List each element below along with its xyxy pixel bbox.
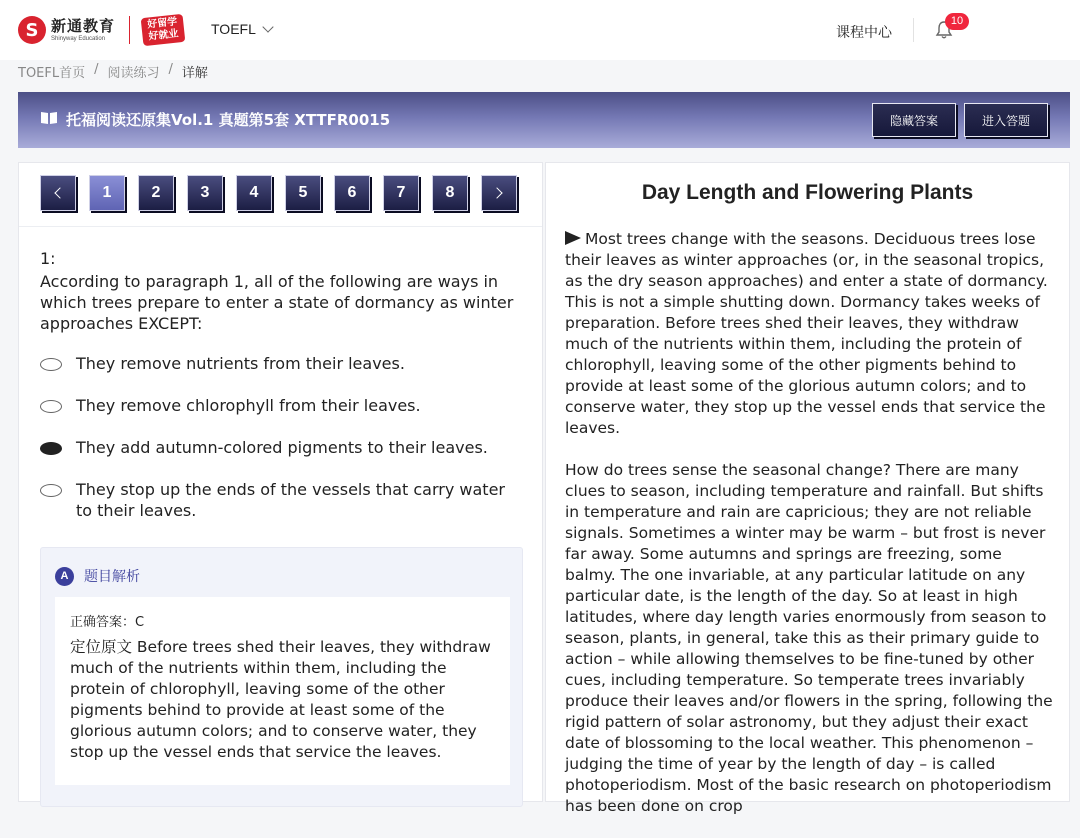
breadcrumb-current: 详解 (181, 66, 208, 81)
passage-title: Day Length and Flowering Plants (641, 181, 974, 204)
correct-answer: 正确答案：C (70, 615, 145, 630)
radio-button[interactable] (40, 484, 62, 497)
radio-button[interactable] (40, 400, 62, 413)
hide-answer-button[interactable]: 隐藏答案 (872, 103, 956, 137)
toefl-nav-dropdown[interactable] (211, 21, 272, 37)
next-question-button[interactable] (481, 175, 517, 211)
prev-question-button[interactable] (40, 175, 76, 211)
chevron-down-icon (262, 21, 273, 32)
analysis-a-icon: A (55, 567, 74, 586)
question-nav-5[interactable]: 5 (285, 175, 321, 211)
question-navigator (19, 163, 542, 227)
top-header (0, 0, 1080, 60)
enter-answering-button[interactable]: 进入答题 (964, 103, 1048, 137)
radio-button[interactable] (40, 358, 62, 371)
answer-option-c[interactable] (40, 437, 510, 458)
question-panel (18, 162, 543, 802)
answer-option-a[interactable] (40, 353, 510, 374)
logo-english-name: Shinyway Education (51, 35, 106, 42)
question-nav-1[interactable]: 1 (89, 175, 125, 211)
radio-button-selected[interactable] (40, 442, 62, 455)
exercise-title-bar (18, 92, 1070, 148)
paragraph-marker-icon (565, 231, 581, 245)
toefl-nav-label: TOEFL (211, 21, 256, 37)
option-text: They remove nutrients from their leaves. (76, 354, 405, 373)
course-center-link[interactable]: 课程中心 (836, 25, 892, 41)
passage-paragraph-2: How do trees sense the seasonal change? There are many clues to season, including temperature and rainfall. But shifts in temperature and rain are capricious; they are not reliable signals. Sometimes a winter may be warm – but frost is never far away. Some autumns and springs are freezing, some balmy. The one invariable, at any particular latitude on any particular date, is the length of the day. So at least in high latitudes, where day length varies enormously from season to season, plants, in general, take this as their primary guide to action – while allowing themselves to be fine-tuned by other cues, including temperature. So temperate trees invariably produce their leaves and/or flowers in the spring, following the rigid pattern of solar astronomy, but they adjust their exact date of blossoming to the local weather. This phenomenon – judging the time of year by the length of day – is called photoperiodism. Most of the basic research on photoperiodism has been done on crop (565, 461, 1053, 815)
located-source-text: 定位原文 Before trees shed their leaves, they withdraw much of the nutrients within them, including the protein of chlorophyll, leaving some of the other pigments behind to provide at least some of the glorious autumn colors; and to conserve water, they stop up the vessel ends that service the leaves. (70, 638, 491, 761)
breadcrumb-separator: / (168, 62, 173, 77)
exercise-title: 托福阅读还原集Vol.1 真题第5套 XTTFR0015 (66, 111, 391, 129)
question-text: According to paragraph 1, all of the following are ways in which trees prepare to enter a state of dormancy as winter approaches EXCEPT: (40, 272, 514, 333)
question-number: 1: (40, 249, 56, 268)
analysis-title: 题目解析 (84, 569, 140, 585)
question-nav-2[interactable]: 2 (138, 175, 174, 211)
question-nav-4[interactable]: 4 (236, 175, 272, 211)
passage-paragraph-1: Most trees change with the seasons. Deciduous trees lose their leaves as winter approaches (or, in the seasonal tropics, as the dry season approaches) and enter a state of dormancy. This is not a simple shutting down. Dormancy takes weeks of preparation. Before trees shed their leaves, they withdraw much of the nutrients within them, including the protein of chlorophyll, leaving some of the other pigments behind to provide at least some of the glorious autumn colors; and to conserve water, they stop up the vessel ends that service the leaves. (565, 230, 1048, 437)
shinyway-logo-icon: S (18, 16, 46, 44)
question-nav-3[interactable]: 3 (187, 175, 223, 211)
passage-body (565, 229, 1053, 838)
question-nav-8[interactable]: 8 (432, 175, 468, 211)
open-book-icon (40, 111, 58, 125)
answer-analysis-box (40, 547, 523, 807)
question-nav-7[interactable]: 7 (383, 175, 419, 211)
answer-option-d[interactable] (40, 479, 510, 521)
breadcrumb-home[interactable]: TOEFL首页 (18, 66, 86, 81)
option-text: They remove chlorophyll from their leaves. (76, 396, 421, 415)
notification-badge: 10 (945, 13, 969, 30)
logo-divider (129, 16, 130, 44)
chevron-right-icon (491, 187, 502, 198)
chevron-left-icon (54, 187, 65, 198)
breadcrumb-reading-practice[interactable]: 阅读练习 (107, 66, 160, 81)
passage-panel (545, 162, 1070, 815)
question-nav-6[interactable]: 6 (334, 175, 370, 211)
answer-option-b[interactable] (40, 395, 510, 416)
option-text: They add autumn-colored pigments to their leaves. (76, 438, 488, 457)
brand-logo[interactable] (18, 14, 184, 46)
breadcrumb-separator: / (94, 62, 99, 77)
analysis-card (55, 597, 510, 785)
option-text: They stop up the ends of the vessels that carry water to their leaves. (76, 480, 505, 520)
header-divider (913, 18, 914, 42)
logo-chinese-name: 新通教育 (51, 16, 116, 35)
breadcrumb (18, 62, 208, 81)
slogan-badge: 好留学 好就业 (141, 14, 186, 46)
